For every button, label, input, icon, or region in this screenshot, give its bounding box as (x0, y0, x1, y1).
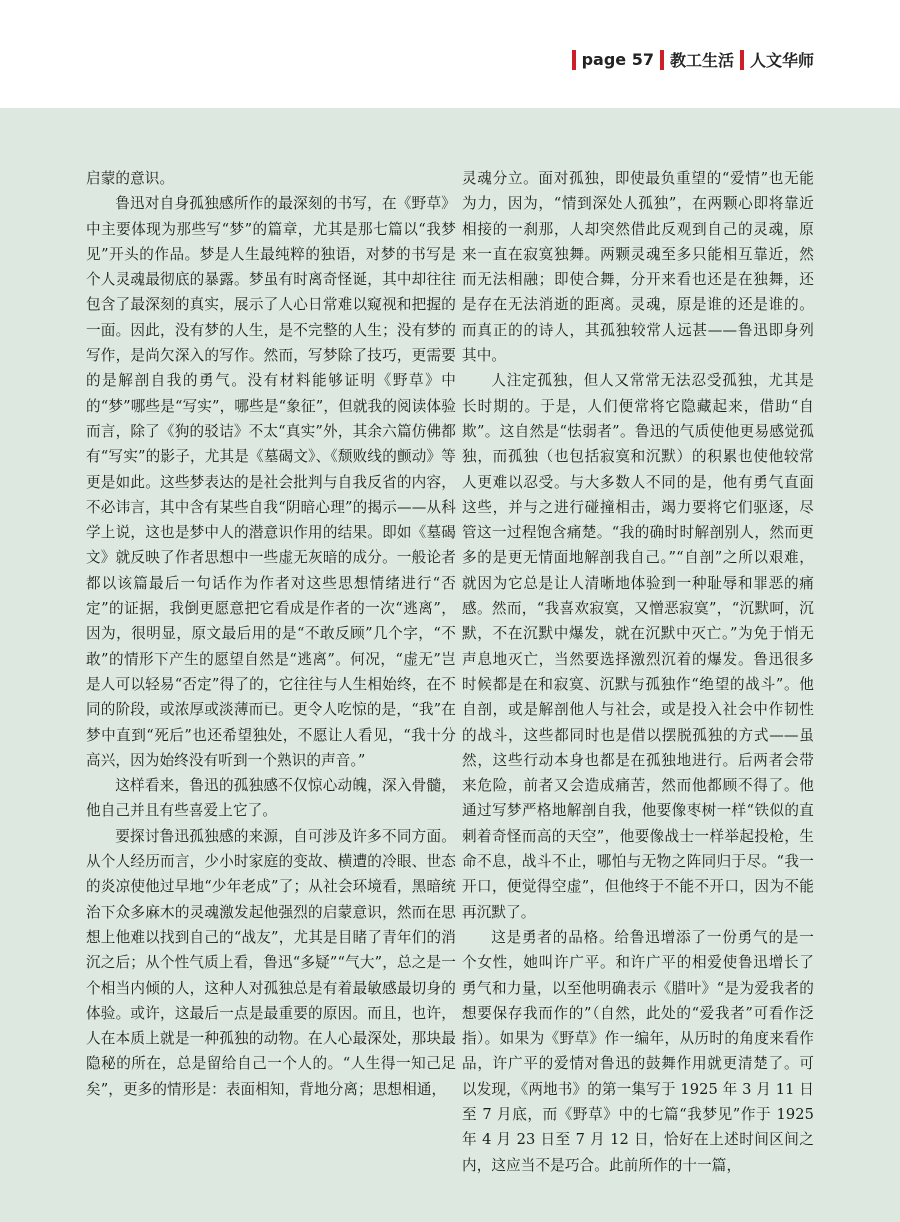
page-number: page 57 (581, 50, 654, 69)
paragraph: 这样看来，鲁迅的孤独感不仅惊心动魄，深入骨髓，他自己并且有些喜爱上它了。 (86, 777, 456, 820)
header-bar-1 (572, 50, 576, 70)
header-bar-2 (660, 50, 664, 70)
paragraph: 这是勇者的品格。给鲁迅增添了一份勇气的是一个女性，她叫许广平。和许广平的相爱使鲁迅增长了勇气和力量，以至他明确表示《腊叶》“是为爱我者的想要保存我而作的”（自然，此处的“爱我者”可看作泛指）。如果为《野草》作一编年，从历时的角度来看作品，许广平的爱情对鲁迅的鼓舞作用就更清楚了。可以发现，《两地书》的第一集写于 1925 年 3 月 11 日至 7 月底，而《野草》中的七篇“我梦见”作于 1925 年 4 月 23 日至 7 月 12 日，恰好在上述时间区间之内，这应当不是巧合。此前所作的十一篇， (462, 928, 814, 1174)
paragraph: 灵魂分立。面对孤独，即使最负重望的“爱情”也无能为力，因为，“情到深处人孤独”，在两颗心即将靠近相接的一刹那，人却突然借此反观到自己的灵魂，原来一直在寂寞独舞。两颗灵魂至多只能相互靠近，然而无法相融；即使合舞，分开来看也还是在独舞，还是存在无法消逝的距离。灵魂，原是谁的还是谁的。而真正的的诗人，其孤独较常人远甚——鲁迅即身列其中。 (462, 170, 814, 365)
section-name: 教工生活 (669, 51, 734, 70)
header-bar-3 (740, 50, 744, 70)
right-column (462, 166, 814, 1178)
article-body (0, 108, 900, 1222)
running-header (572, 48, 814, 71)
paragraph: 鲁迅对自身孤独感所作的最深刻的书写，在《野草》中主要体现为那些写“梦”的篇章，尤其是那七篇以“我梦见”开头的作品。梦是人生最纯粹的独语，对梦的书写是个人灵魂最彻底的暴露。梦虽有时离奇怪诞，其中却往往包含了最深刻的真实，展示了人心日常难以窥视和把握的一面。因此，没有梦的人生，是不完整的人生；没有梦的写作，是尚欠深入的写作。然而，写梦除了技巧，更需要的是解剖自我的勇气。没有材料能够证明《野草》中的“梦”哪些是“写实”，哪些是“象征”，但就我的阅读体验而言，除了《狗的驳诘》不太“真实”外，其余六篇仿佛都有“写实”的影子，尤其是《墓碣文》、《颓败线的颤动》等更是如此。这些梦表达的是社会批判与自我反省的内容，不必讳言，其中含有某些自我“阴暗心理”的揭示——从科学上说，这也是梦中人的潜意识作用的结果。即如《墓碣文》就反映了作者思想中一些虚无灰暗的成分。一般论者都以该篇最后一句话作为作者对这些思想情绪进行“否定”的证据，我倒更愿意把它看成是作者的一次“逃离”，因为，很明显，原文最后用的是“不敢反顾”几个字，“不敢”的情形下产生的愿望自然是“逃离”。何况，“虚无”岂是人可以轻易“否定”得了的，它往往与人生相始终，在不同的阶段，或浓厚或淡薄而已。更令人吃惊的是，“我”在梦中直到“死后”也还希望独处，不愿让人看见，“我十分高兴，因为始终没有听到一个熟识的声音。” (86, 195, 456, 769)
paragraph: 人注定孤独，但人又常常无法忍受孤独，尤其是长时期的。于是，人们便常将它隐藏起来，借助“自欺”。这自然是“怯弱者”。鲁迅的气质使他更易感觉孤独，而孤独（也包括寂寞和沉默）的积累也使他较常人更难以忍受。与大多数人不同的是，他有勇气直面这些，并与之进行碰撞相击，竭力要将它们驱逐，尽管这一过程饱含痛楚。“我的确时时解剖别人，然而更多的是更无情面地解剖我自己。”“自剖”之所以艰难，就因为它总是让人清晰地体验到一种耻辱和罪恶的痛感。然而，“我喜欢寂寞，又憎恶寂寞”，“沉默呵，沉默，不在沉默中爆发，就在沉默中灭亡。”为免于悄无声息地灭亡，当然要选择激烈沉着的爆发。鲁迅很多时候都是在和寂寞、沉默与孤独作“绝望的战斗”。他自剖，或是解剖他人与社会，或是投入社会中作韧性的战斗，这些都同时也是借以摆脱孤独的方式——虽然，这些行动本身也都是在孤独地进行。后两者会带来危险，前者又会造成痛苦，然而他都顾不得了。他通过写梦严格地解剖自我，他要像枣树一样“铁似的直刺着奇怪而高的天空”，他要像战士一样举起投枪，生命不息，战斗不止，哪怕与无物之阵同归于尽。“我一开口，便觉得空虚”，但他终于不能不开口，因为不能再沉默了。 (462, 372, 814, 921)
header-band (0, 0, 900, 108)
paragraph: 启蒙的意识。 (86, 170, 175, 187)
left-column (86, 166, 456, 1102)
paragraph: 要探讨鲁迅孤独感的来源，自可涉及许多不同方面。从个人经历而言，少小时家庭的变故、横遭的冷眼、世态的炎凉使他过早地“少年老成”了；从社会环境看，黑暗统治下众多麻木的灵魂激发起他强烈的启蒙意识，然而在思想上他难以找到自己的“战友”，尤其是目睹了青年们的消沉之后；从个性气质上看，鲁迅“多疑”“气大”，总之是一个相当内倾的人，这种人对孤独总是有着最敏感最切身的体验。或许，这最后一点是最重要的原因。而且，也许，人在本质上就是一种孤独的动物。在人心最深处，那块最隐秘的所在，总是留给自己一个人的。“人生得一知己足矣”，更多的情形是：表面相知，背地分离；思想相通， (86, 827, 456, 1098)
column-name: 人文华师 (749, 51, 814, 70)
